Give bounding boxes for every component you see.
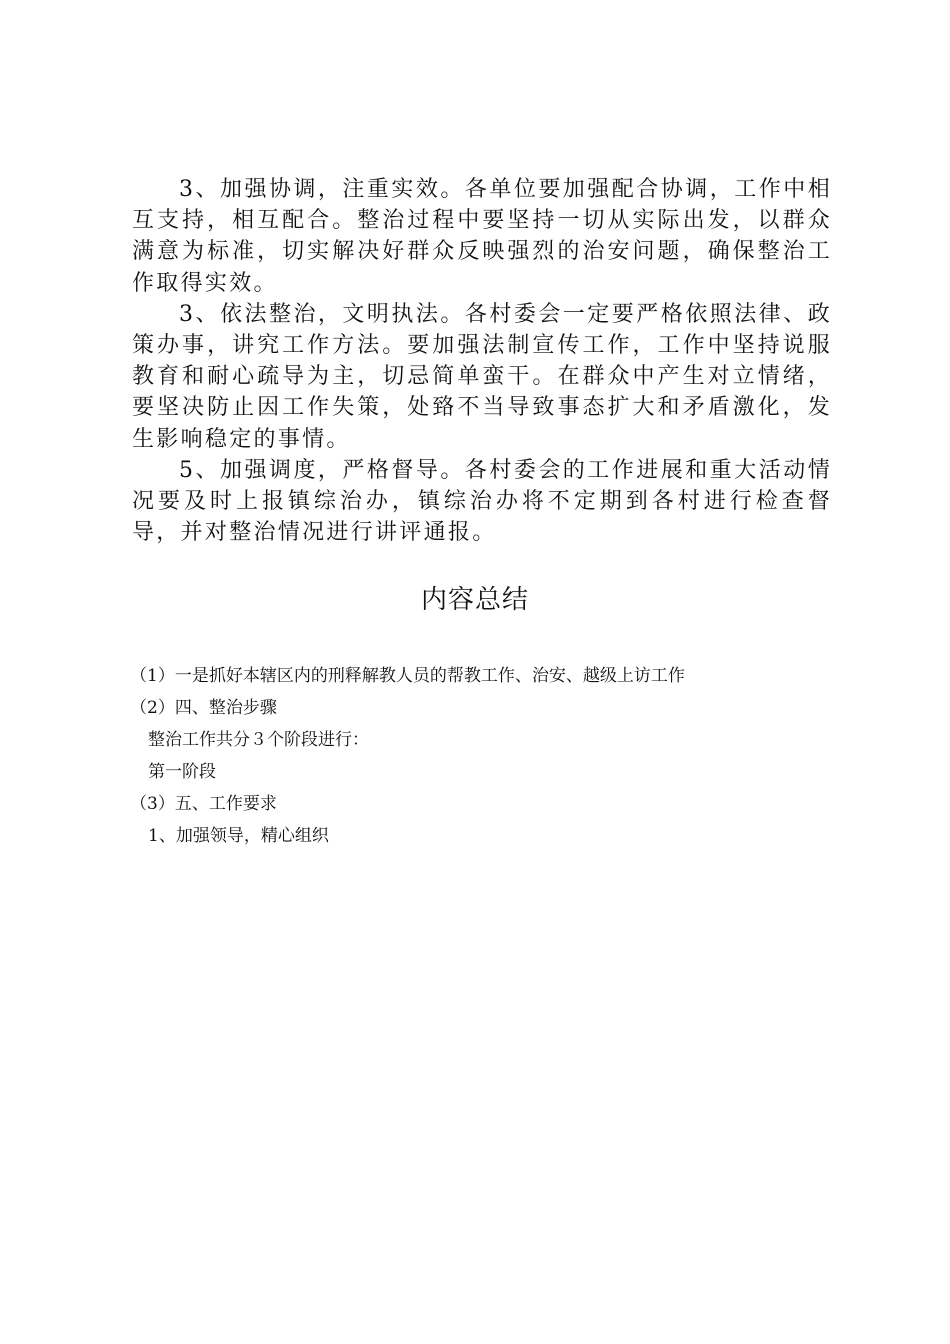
summary-line: 第一阶段 xyxy=(148,762,216,782)
summary-line: （2）四、整治步骤 xyxy=(130,698,277,718)
paragraph-lawful-enforcement: 3、依法整治，文明执法。各村委会一定要严格依照法律、政策办事，讲究工作方法。要加强法制宣传工作，工作中坚持说服教育和耐心疏导为主，切忌简单蛮干。在群众中产生对立情绪，要坚决防止因工作失策，处臵不当导致事态扩大和矛盾激化，发生影响稳定的事情。 xyxy=(132,301,832,452)
paragraph-coordination: 3、加强协调，注重实效。各单位要加强配合协调，工作中相互支持，相互配合。整治过程中要坚持一切从实际出发，以群众满意为标准，切实解决好群众反映强烈的治安问题，确保整治工作取得实效。 xyxy=(132,177,832,296)
paragraph-supervision: 5、加强调度，严格督导。各村委会的工作进展和重大活动情况要及时上报镇综治办，镇综治办将不定期到各村进行检查督导，并对整治情况进行讲评通报。 xyxy=(132,457,832,546)
summary-line: （3）五、工作要求 xyxy=(130,794,277,814)
summary-line: 1、加强领导，精心组织 xyxy=(148,826,329,846)
document-body xyxy=(132,174,832,548)
summary-title: 内容总结 xyxy=(420,585,529,615)
summary-line: （1）一是抓好本辖区内的刑释解教人员的帮教工作、治安、越级上访工作 xyxy=(130,666,685,686)
summary-line: 整治工作共分３个阶段进行： xyxy=(148,730,369,750)
summary-list xyxy=(130,660,850,852)
